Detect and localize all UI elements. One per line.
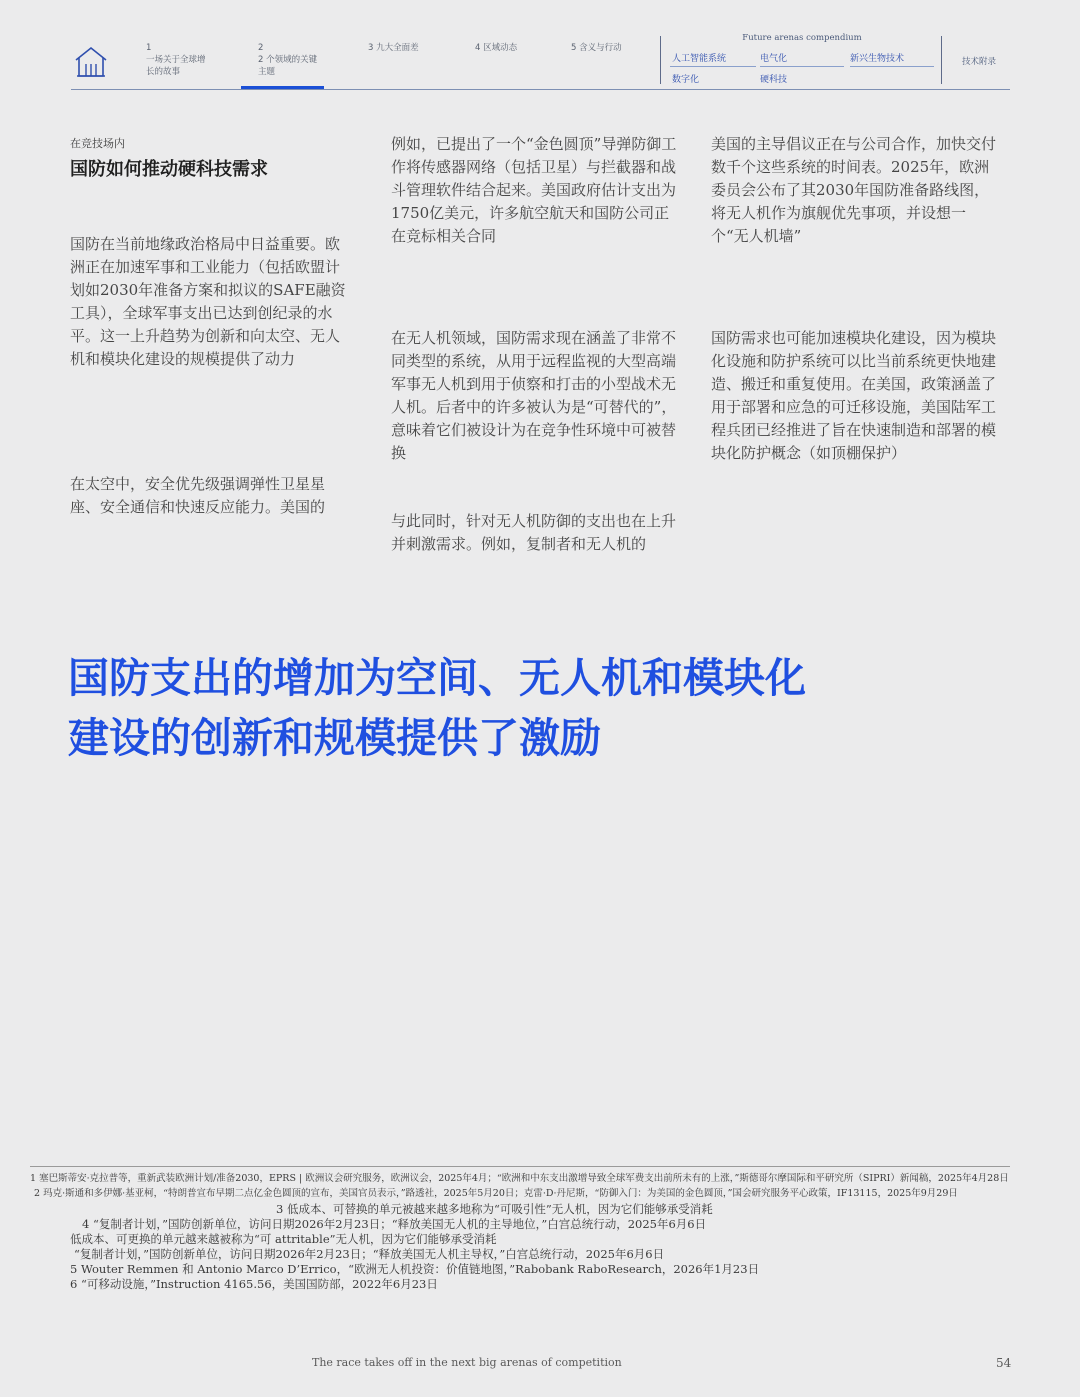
headline-line-1: 国防支出的增加为空间、无人机和模块化 (68, 654, 806, 702)
column-3-paragraph-1: 美国的主导倡议正在与公司合作，加快交付数千个这些系统的时间表。2025年，欧洲委员会公布了其2030年国防准备路线图，将无人机作为旗舰优先事项，并设想一个“无人机墙” (711, 135, 997, 245)
column-2-paragraph-1: 例如，已提出了一个“金色圆顶”导弹防御工作将传感器网络（包括卫星）与拦截器和战斗管理软件结合起来。美国政府估计支出为1750亿美元，许多航空航天和国防公司正在竞标相关合同 (391, 135, 677, 245)
compendium-underline (850, 66, 934, 67)
column-2-paragraph-3: 与此同时，针对无人机防御的支出也在上升并刺激需求。例如，复制者和无人机的 (391, 512, 677, 553)
section-title: 国防如何推动硬科技需求 (70, 159, 268, 180)
page-number: 54 (996, 1356, 1012, 1370)
footnote-7: 5 Wouter Remmen 和 Antonio Marco D’Errico，“欧洲无人机投资：价值链地图，”Rabobank RaboResearch，2026年1月23日 (70, 1262, 760, 1276)
column-2-paragraph-2: 在无人机领域，国防需求现在涵盖了非常不同类型的系统，从用于远程监视的大型高端军事无人机到用于侦察和打击的小型战术无人机。后者中的许多被认为是“可替代的”，意味着它们被设计为在竞争性环境中可被替换 (391, 329, 677, 462)
nav-item-label: 2 个领域的关键主题 (258, 55, 318, 77)
nav-item-appendix[interactable]: 技术附录 (962, 57, 997, 67)
nav-item-1[interactable] (146, 42, 208, 78)
nav-item-label: 4 区域动态 (475, 43, 518, 53)
nav-item-number: 1 (146, 43, 152, 53)
top-navigation (0, 0, 1080, 95)
nav-item-4[interactable] (475, 42, 537, 54)
compendium-underline (760, 66, 844, 67)
column-1-paragraph-1: 国防在当前地缘政治格局中日益重要。欧洲正在加速军事和工业能力（包括欧盟计划如2030年准备方案和拟议的SAFE融资工具），全球军事支出已达到创纪录的水平。这一上升趋势为创新和向太空、无人机和模块化建设的规模提供了动力 (70, 235, 346, 368)
nav-divider (941, 36, 942, 84)
nav-item-3[interactable] (368, 42, 430, 54)
nav-item-label: 3 九大全面差 (368, 43, 419, 53)
compendium-item-ai[interactable]: 人工智能系统 (672, 54, 727, 64)
footnote-8: 6 “可移动设施，”Instruction 4165.56，美国国防部，2022年6月23日 (70, 1277, 438, 1291)
compendium-underline (670, 66, 756, 67)
headline-line-2: 建设的创新和规模提供了激励 (68, 714, 601, 762)
footnote-3: 3 低成本、可替换的单元被越来越多地称为“可吸引性”无人机，因为它们能够承受消耗 (276, 1202, 713, 1216)
nav-item-number: 2 (258, 43, 264, 53)
nav-divider-line (71, 89, 1010, 90)
pull-quote-headline (68, 648, 968, 768)
nav-item-label: 5 含义与行动 (571, 43, 622, 53)
column-3-paragraph-2: 国防需求也可能加速模块化建设，因为模块化设施和防护系统可以比当前系统更快地建造、搬迁和重复使用。在美国，政策涵盖了用于部署和应急的可迁移设施，美国陆军工程兵团已经推进了旨在快速制造和部署的模块化防护概念（如顶棚保护） (711, 329, 997, 462)
footnote-2: 2 玛克·斯通和多伊娜·基亚柯，“特朗普宣布早期二点亿金色圆顶的宣布，美国官员表示，”路透社，2025年5月20日；克雷·D·丹尼斯，“防御入门：为美国的金色圆顶，”国会研究服务平心政策，IF13115，2025年9月29日 (34, 1188, 958, 1199)
footnotes-divider (30, 1166, 1010, 1167)
compendium-title: Future arenas compendium (742, 33, 862, 43)
compendium-item-hardtech[interactable]: 硬科技 (760, 75, 788, 85)
footnote-4: 4 “复制者计划，”国防创新单位，访问日期2026年2月23日；“释放美国无人机的主导地位，”白宫总统行动，2025年6月6日 (82, 1217, 707, 1231)
section-kicker: 在竞技场内 (70, 137, 125, 150)
nav-item-5[interactable] (571, 42, 633, 54)
compendium-item-electrification[interactable]: 电气化 (760, 54, 788, 64)
nav-divider (660, 36, 661, 84)
footnote-1: 1 塞巴斯蒂安·克拉普等，重新武装欧洲计划/准备2030，EPRS | 欧洲议会研究服务，欧洲议会，2025年4月；“欧洲和中东支出激增导致全球军费支出前所未有的上涨，”斯德哥尔摩国际和平研究所（SIPRI）新闻稿，2025年4月28日 (30, 1173, 1009, 1184)
nav-item-2[interactable] (258, 42, 320, 78)
compendium-item-digitalization[interactable]: 数字化 (672, 75, 700, 85)
home-icon[interactable] (74, 46, 108, 78)
page-footer-text: The race takes off in the next big arenas of competition (312, 1356, 622, 1369)
footnote-6: “复制者计划，”国防创新单位，访问日期2026年2月23日；“释放美国无人机主导权，”白宫总统行动，2025年6月6日 (74, 1247, 665, 1261)
nav-item-label: 一场关于全球增长的故事 (146, 55, 206, 77)
column-1-paragraph-2: 在太空中，安全优先级强调弹性卫星星座、安全通信和快速反应能力。美国的 (70, 475, 326, 516)
compendium-item-biotech[interactable]: 新兴生物技术 (850, 54, 905, 64)
footnote-5: 低成本、可更换的单元越来越被称为“可 attritable”无人机，因为它们能够承受消耗 (70, 1232, 497, 1246)
